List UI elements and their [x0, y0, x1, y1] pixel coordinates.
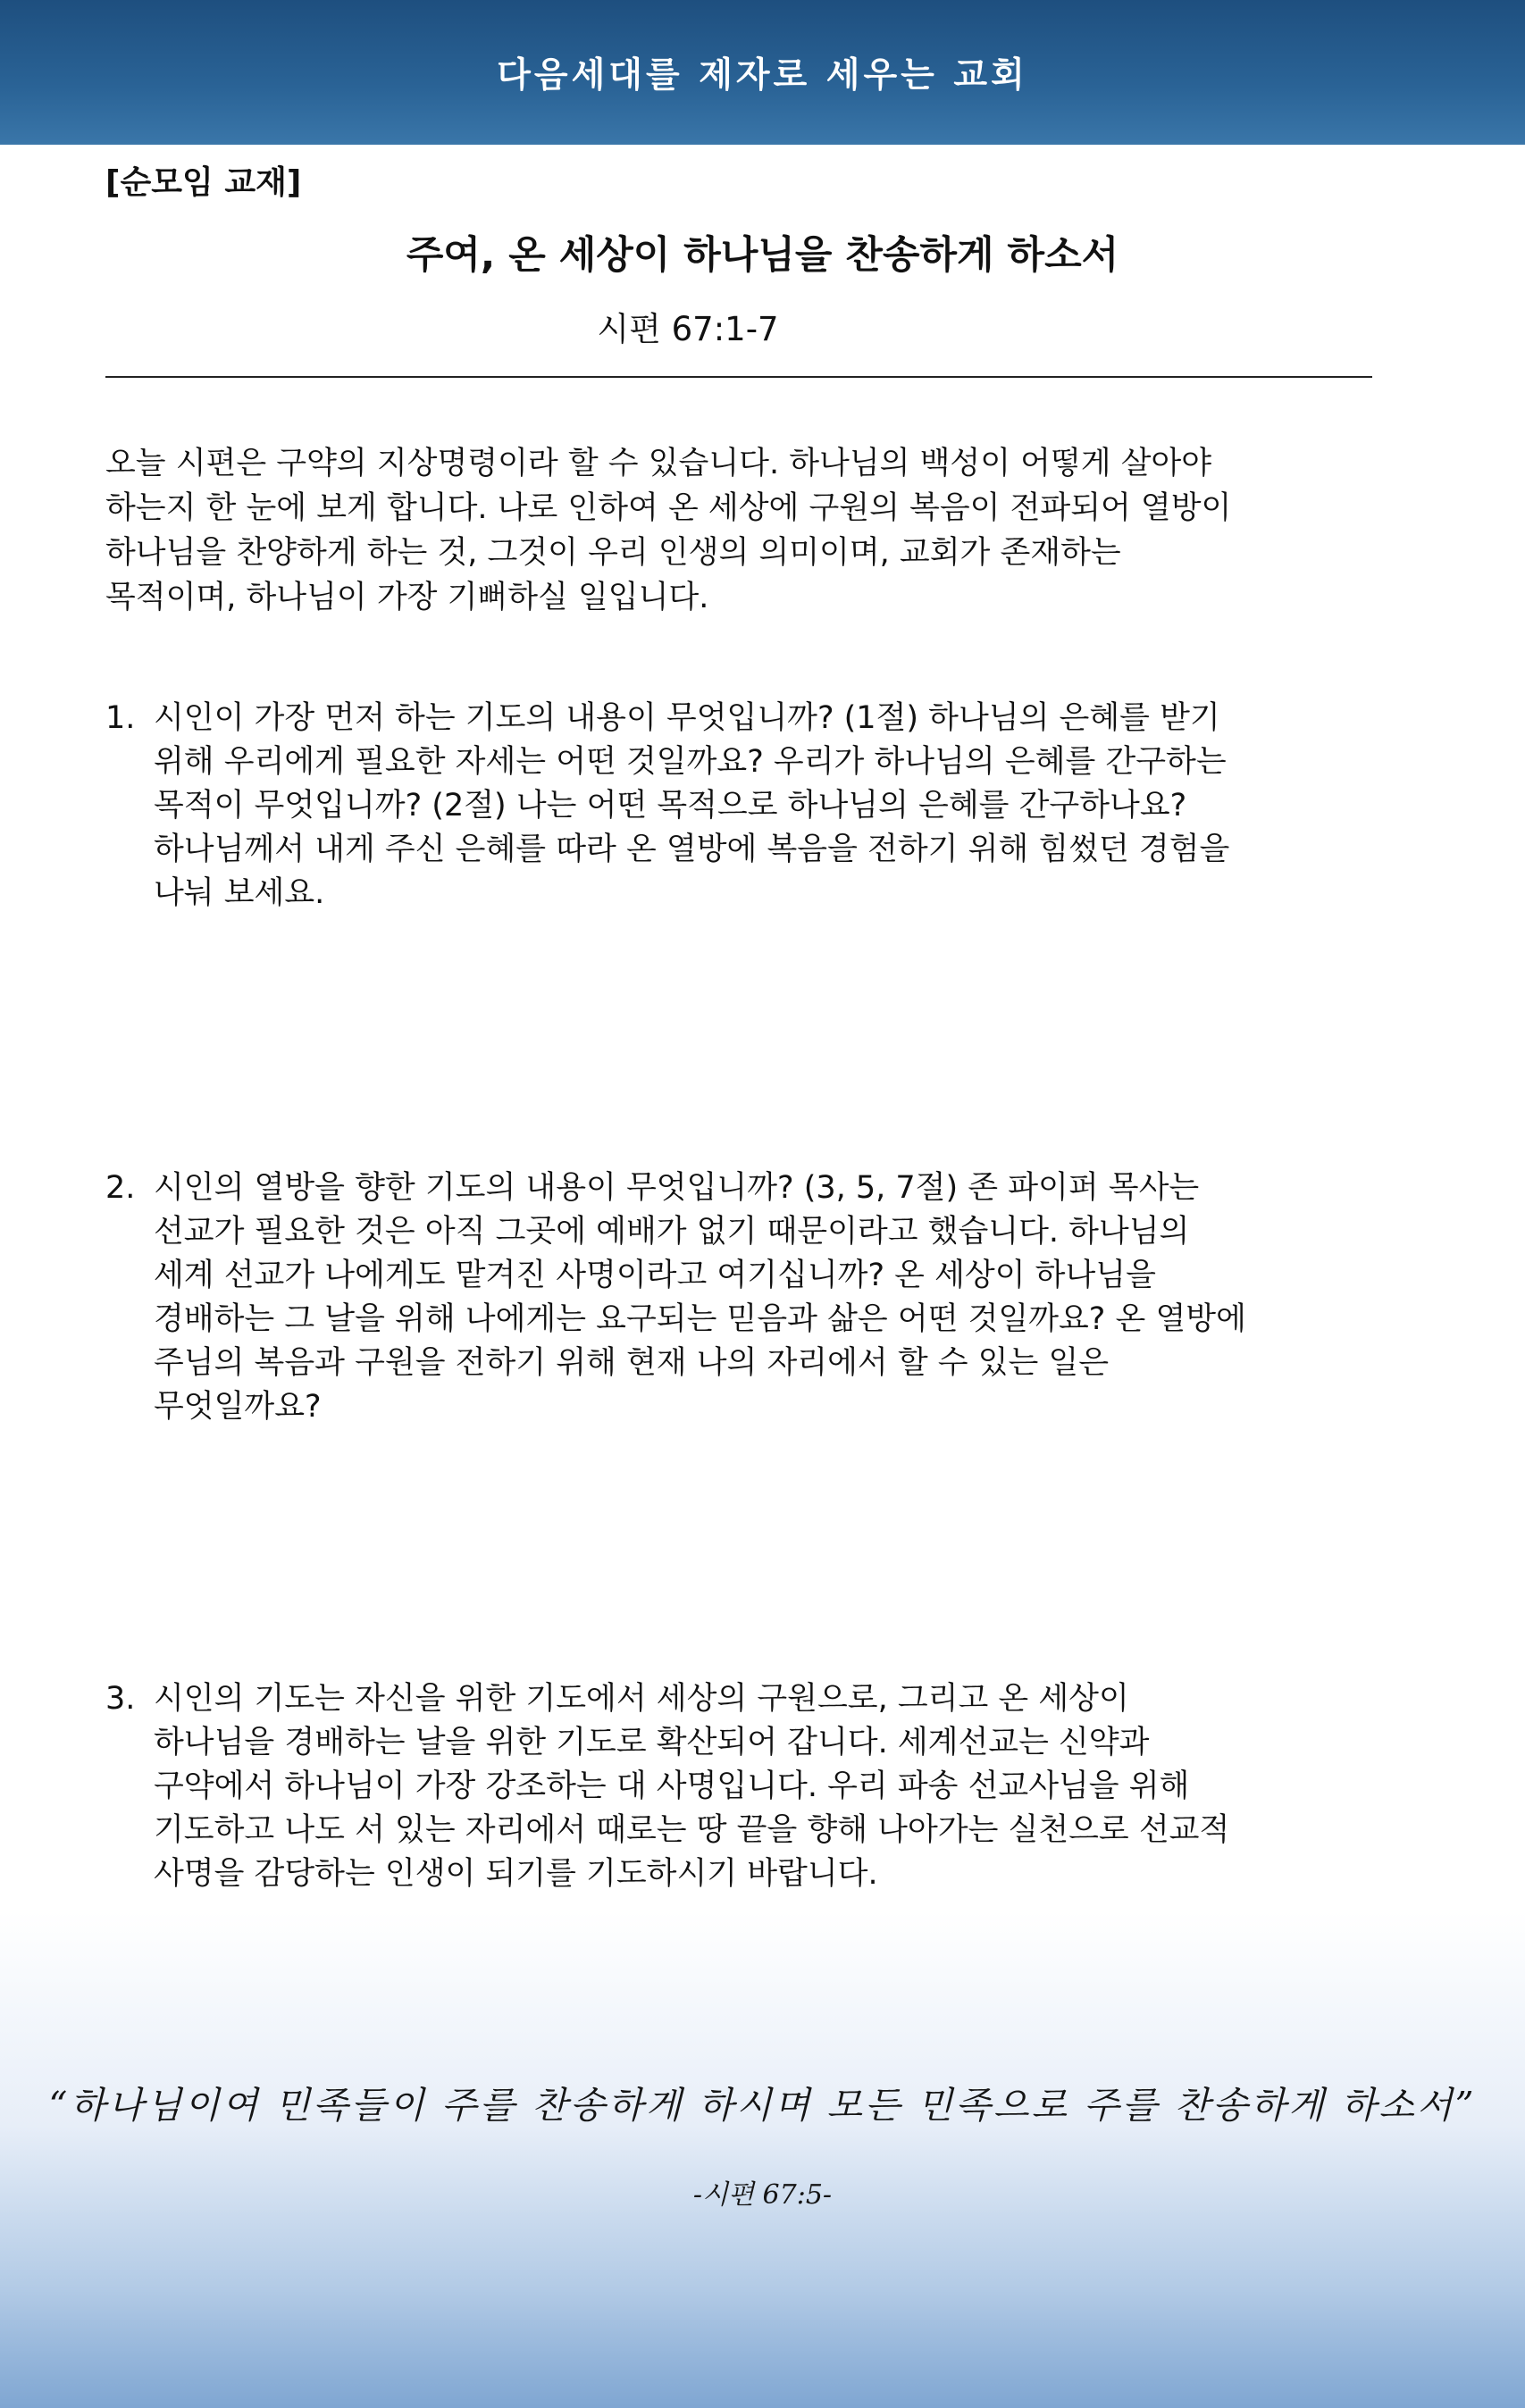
question-line: 하나님께서 내게 주신 은혜를 따라 온 열방에 복음을 전하기 위해 힘썼던 경험을 [154, 832, 1230, 867]
page-title: 주여, 온 세상이 하나님을 찬송하게 하소서 [406, 233, 1119, 278]
question-line: 구약에서 하나님이 가장 강조하는 대 사명입니다. 우리 파송 선교사님을 위해 [154, 1768, 1190, 1804]
church-name: 다음세대를 제자로 세우는 교회 [497, 55, 1028, 96]
intro-line: 목적이며, 하나님이 가장 기뻐하실 일입니다. [105, 580, 709, 615]
footer-quote: “하나님이여 민족들이 주를 찬송하게 하시며 모든 민족으로 주를 찬송하게 하소서” [48, 2084, 1477, 2127]
section-label: [순모임 교재] [105, 164, 302, 201]
question-line: 주님의 복음과 구원을 전하기 위해 현재 나의 자리에서 할 수 있는 일은 [154, 1345, 1110, 1381]
scripture-reference: 시편 67:1-7 [597, 310, 779, 348]
question-line: 하나님을 경배하는 날을 위한 기도로 확산되어 갑니다. 세계선교는 신약과 [154, 1725, 1150, 1760]
question-number: 3. [105, 1681, 136, 1717]
question-line: 선교가 필요한 것은 아직 그곳에 예배가 없기 때문이라고 했습니다. 하나님의 [154, 1214, 1190, 1250]
question-2 [105, 1166, 1374, 1429]
question-line: 무엇일까요? [154, 1389, 322, 1425]
question-number: 1. [105, 700, 136, 736]
header-band [0, 0, 1525, 145]
question-3 [105, 1677, 1374, 1896]
question-line: 시인의 열방을 향한 기도의 내용이 무엇입니까? (3, 5, 7절) 존 파이퍼 목사는 [154, 1170, 1200, 1206]
question-number: 2. [105, 1170, 136, 1206]
title-divider [105, 376, 1372, 378]
intro-paragraph [105, 441, 1374, 620]
question-line: 시인이 가장 먼저 하는 기도의 내용이 무엇입니까? (1절) 하나님의 은혜를 받기 [154, 700, 1220, 736]
question-line: 시인의 기도는 자신을 위한 기도에서 세상의 구원으로, 그리고 온 세상이 [154, 1681, 1129, 1717]
question-line: 세계 선교가 나에게도 맡겨진 사명이라고 여기십니까? 온 세상이 하나님을 [154, 1258, 1156, 1293]
question-line: 사명을 감당하는 인생이 되기를 기도하시기 바랍니다. [154, 1856, 878, 1892]
question-line: 나눠 보세요. [154, 875, 325, 911]
intro-line: 오늘 시편은 구약의 지상명령이라 할 수 있습니다. 하나님의 백성이 어떻게 살아야 [105, 446, 1212, 481]
question-line: 위해 우리에게 필요한 자세는 어떤 것일까요? 우리가 하나님의 은혜를 간구하는 [154, 744, 1227, 780]
question-line: 기도하고 나도 서 있는 자리에서 때로는 땅 끝을 향해 나아가는 실천으로 선교적 [154, 1812, 1230, 1848]
intro-line: 하나님을 찬양하게 하는 것, 그것이 우리 인생의 의미이며, 교회가 존재하는 [105, 535, 1121, 571]
intro-line: 하는지 한 눈에 보게 합니다. 나로 인하여 온 세상에 구원의 복음이 전파되어 열방이 [105, 490, 1232, 526]
question-line: 목적이 무엇입니까? (2절) 나는 어떤 목적으로 하나님의 은혜를 간구하나요? [154, 788, 1187, 824]
footer-quote-reference: -시편 67:5- [692, 2179, 833, 2211]
question-line: 경배하는 그 날을 위해 나에게는 요구되는 믿음과 삶은 어떤 것일까요? 온 열방에 [154, 1301, 1246, 1337]
question-1 [105, 697, 1374, 916]
